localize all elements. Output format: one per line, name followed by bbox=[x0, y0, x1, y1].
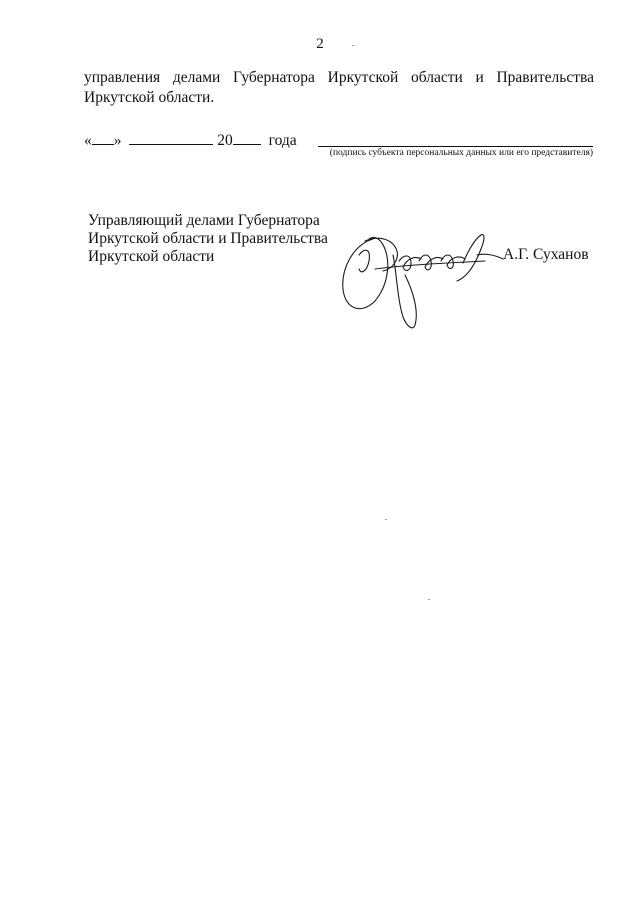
year-prefix: 20 bbox=[217, 132, 233, 149]
page-number: 2 bbox=[316, 36, 324, 52]
date-close-quote: » bbox=[113, 132, 122, 149]
scan-speck bbox=[385, 519, 387, 520]
signatory-title-line-2: Иркутской области и Правительства bbox=[88, 230, 328, 247]
signature-line bbox=[318, 146, 593, 147]
year-suffix: года bbox=[268, 132, 297, 149]
scan-speck bbox=[352, 45, 354, 46]
month-blank bbox=[129, 130, 213, 145]
date-line bbox=[84, 130, 297, 150]
date-open-quote: « bbox=[84, 132, 92, 149]
scan-speck bbox=[428, 599, 430, 600]
day-blank bbox=[92, 130, 114, 145]
signer-name: А.Г. Суханов bbox=[503, 246, 589, 263]
signatory-title-line-1: Управляющий делами Губернатора bbox=[88, 212, 320, 229]
signatory-title bbox=[88, 212, 328, 266]
year-blank bbox=[233, 130, 261, 145]
body-paragraph: управления делами Губернатора Иркутской области и Правительства Иркутской области. bbox=[84, 69, 594, 106]
signature-caption: (подпись субъекта персональных данных или его представителя) bbox=[329, 148, 593, 158]
handwritten-signature bbox=[335, 225, 505, 337]
signatory-title-line-3: Иркутской области bbox=[88, 248, 215, 265]
